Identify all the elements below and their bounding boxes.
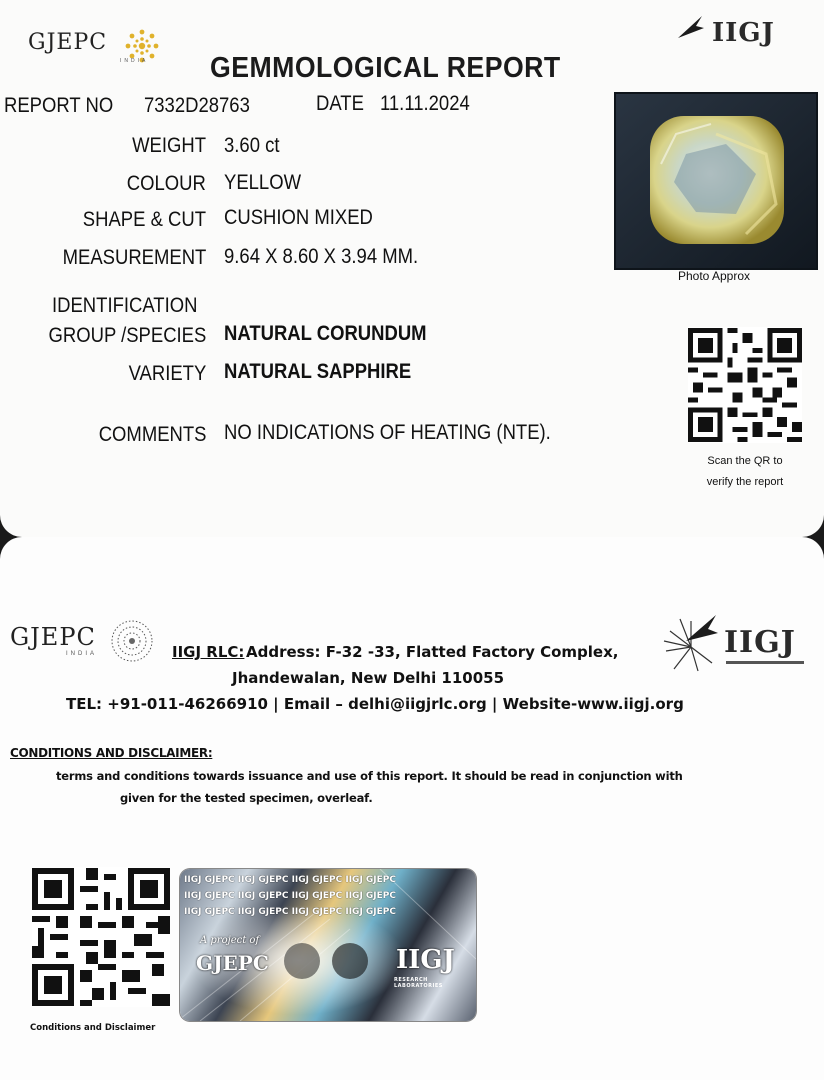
qr-code-icon (688, 327, 802, 443)
iigj-logo (676, 12, 775, 48)
report-title: GEMMOLOGICAL REPORT (210, 52, 561, 84)
variety-value: NATURAL SAPPHIRE (224, 360, 412, 383)
iigj-logo-back (662, 611, 796, 678)
weight-value: 3.60 ct (224, 134, 280, 157)
iigj-logo-text: IIGJ (712, 18, 775, 48)
conditions-qr-code[interactable] (32, 867, 170, 1007)
verify-qr-code[interactable] (688, 327, 802, 443)
shape-cut-value: CUSHION MIXED (224, 206, 373, 229)
hologram-text-row-3: IIGJ GJEPC IIGJ GJEPC IIGJ GJEPC IIGJ GJEPC (184, 907, 397, 917)
report-no-label: REPORT NO (4, 94, 114, 117)
gemstone-photo (614, 92, 818, 270)
measurement-value: 9.64 X 8.60 X 3.94 MM. (224, 245, 419, 268)
address-label: IIGJ RLC: (172, 643, 245, 661)
hologram-text-row-1: IIGJ GJEPC IIGJ GJEPC IIGJ GJEPC IIGJ GJEPC (184, 875, 397, 885)
conditions-line1: terms and conditions towards issuance and use of this report. It should be read in conjunction with (56, 769, 683, 783)
gjepc-logo-back (10, 623, 98, 657)
report-back-card (0, 537, 824, 1080)
comments-label: COMMENTS (98, 423, 206, 446)
qr-caption-line1: Scan the QR to (707, 455, 783, 467)
hologram-gjepc: GJEPC (196, 951, 269, 975)
date-value: 11.11.2024 (380, 92, 470, 115)
identification-label: IDENTIFICATION (52, 294, 198, 317)
gjepc-sunburst-back-icon (106, 615, 158, 667)
hologram-iigj: IIGJ (396, 945, 455, 975)
measurement-label: MEASUREMENT (62, 246, 206, 269)
hologram-sub: RESEARCH LABORATORIES (394, 977, 443, 989)
colour-label: COLOUR (126, 172, 206, 195)
iigj-logo-back-text: IIGJ (724, 625, 796, 660)
conditions-heading: CONDITIONS AND DISCLAIMER: (10, 746, 213, 760)
variety-label: VARIETY (128, 362, 206, 385)
gjepc-logo-sub: INDIA (120, 58, 149, 64)
shape-cut-label: SHAPE & CUT (82, 208, 206, 231)
hologram-text-row-2: IIGJ GJEPC IIGJ GJEPC IIGJ GJEPC IIGJ GJEPC (184, 891, 397, 901)
gjepc-logo-back-sub: INDIA (66, 651, 98, 657)
gjepc-logo (28, 30, 149, 64)
iigj-arrow-icon (676, 12, 706, 40)
conditions-line2: given for the tested specimen, overleaf. (120, 791, 373, 805)
report-front-card (0, 0, 824, 537)
sapphire-gem-image (616, 94, 816, 268)
iigj-starburst-icon (662, 611, 720, 673)
group-species-label: GROUP /SPECIES (48, 324, 206, 347)
hologram-project-label: A project of (200, 935, 260, 946)
comments-value: NO INDICATIONS OF HEATING (NTE). (224, 421, 551, 444)
address-line1: Address: F-32 -33, Flatted Factory Complex, (246, 643, 619, 661)
address-line2: Jhandewalan, New Delhi 110055 (232, 669, 505, 687)
security-hologram (180, 869, 476, 1021)
iigj-underline (726, 661, 804, 664)
qr-code-back-icon (32, 867, 170, 1007)
colour-value: YELLOW (224, 171, 302, 194)
weight-label: WEIGHT (132, 134, 206, 157)
photo-caption: Photo Approx (677, 269, 751, 283)
report-no-value: 7332D28763 (144, 94, 250, 117)
date-label: DATE (316, 92, 364, 115)
gjepc-logo-text: GJEPC (28, 30, 108, 55)
qr-caption-line2: verify the report (706, 476, 784, 488)
contact-line: TEL: +91-011-46266910 | Email – delhi@iigjrlc.org | Website-www.iigj.org (66, 695, 684, 713)
group-species-value: NATURAL CORUNDUM (224, 322, 427, 345)
conditions-qr-caption: Conditions and Disclaimer (30, 1023, 156, 1033)
gjepc-logo-back-text: GJEPC (10, 623, 96, 651)
